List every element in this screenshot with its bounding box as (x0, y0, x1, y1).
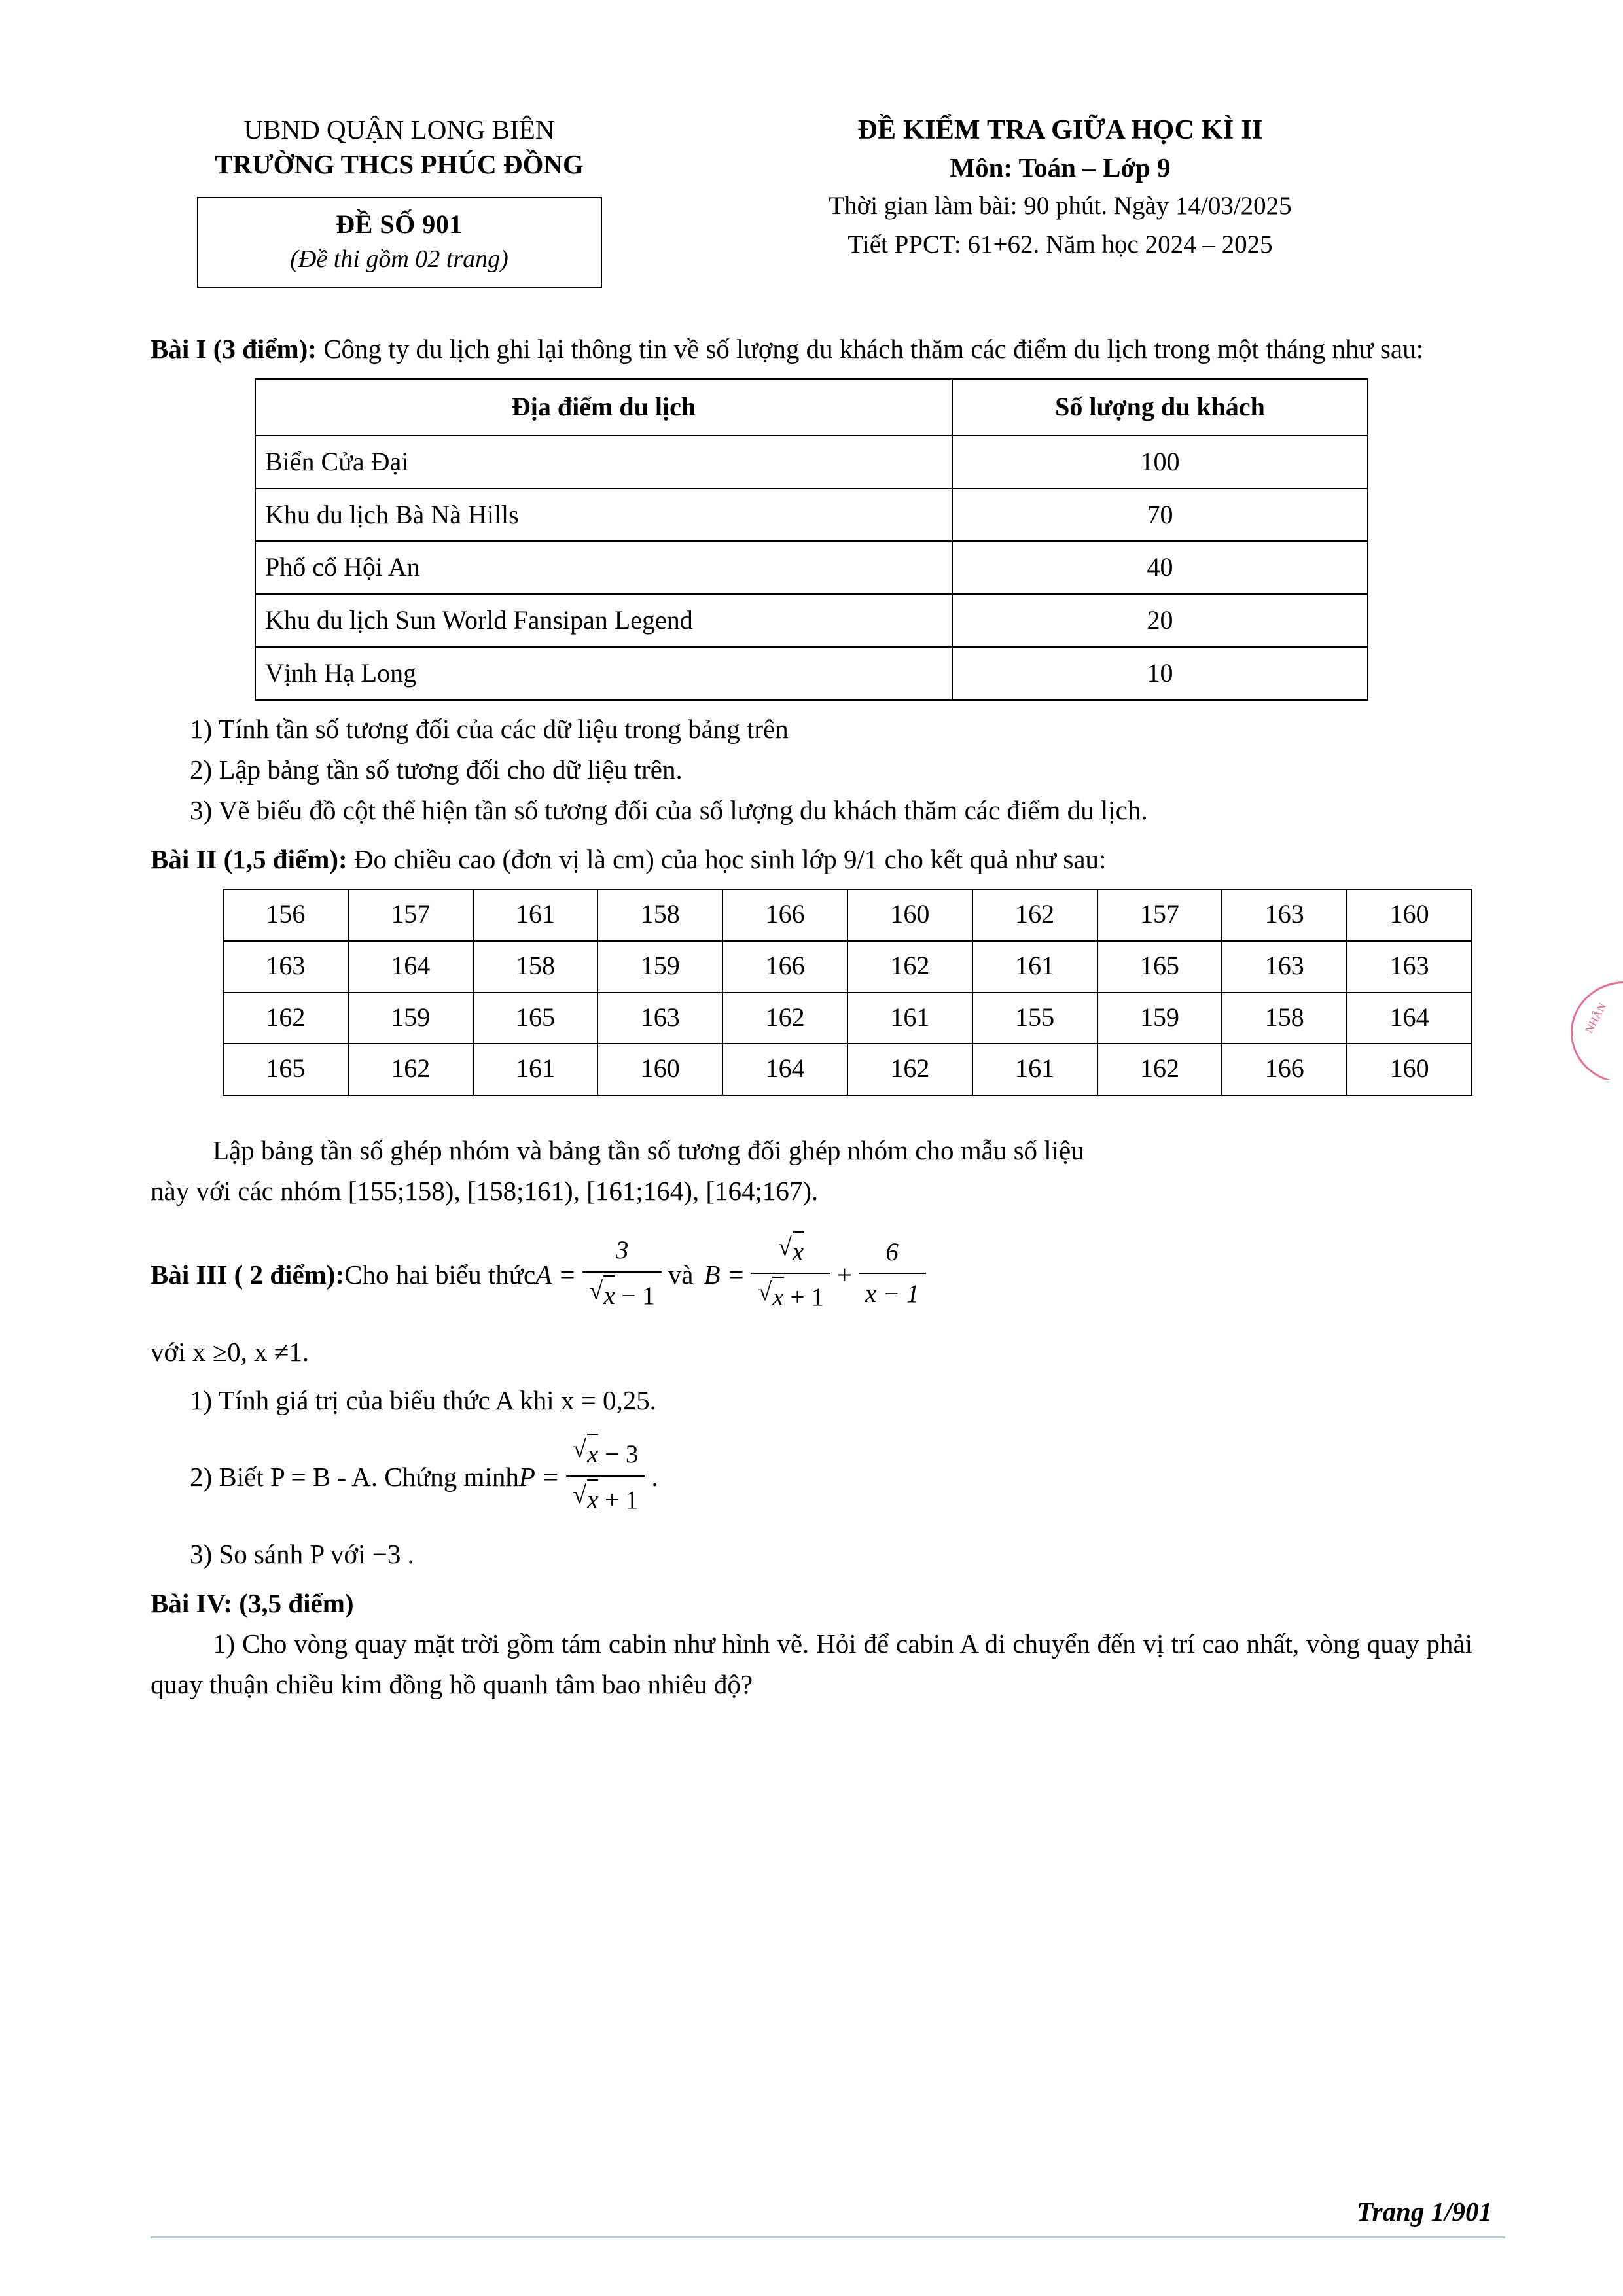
expr-B1-numerator (772, 1230, 810, 1273)
expr-A-fraction (582, 1231, 661, 1315)
cell-height: 162 (223, 993, 348, 1044)
sqrt-radicand: x (603, 1275, 615, 1316)
bai3-statement (151, 1231, 1472, 1318)
cell-place: Khu du lịch Sun World Fansipan Legend (255, 594, 952, 647)
cell-height: 160 (1347, 889, 1472, 941)
bai2-statement (151, 839, 1472, 879)
cell-height: 159 (348, 993, 473, 1044)
table-row (255, 647, 1368, 700)
expr-B2-numerator: 6 (885, 1237, 899, 1266)
cell-height: 162 (972, 889, 1097, 941)
bai2-label: Bài II (1,5 điểm): (151, 843, 348, 874)
document-body (151, 328, 1472, 1705)
bai3-question-2 (151, 1434, 1472, 1521)
cell-height: 158 (1222, 993, 1347, 1044)
exam-code: ĐỀ SỐ 901 (336, 209, 463, 239)
cell-height: 163 (1347, 941, 1472, 993)
cell-height: 157 (348, 889, 473, 941)
bai1-statement (151, 328, 1472, 369)
cell-height: 162 (722, 993, 847, 1044)
expr-B1-den-rest: + 1 (783, 1283, 824, 1312)
plus-sign: + (836, 1259, 852, 1290)
page-footer (151, 2196, 1505, 2238)
sqrt-icon (573, 1478, 598, 1520)
cell-height: 157 (1097, 889, 1222, 941)
bai2-task-line2 (151, 1171, 1472, 1211)
cell-count: 40 (952, 541, 1368, 594)
expr-A-den-rest: − 1 (615, 1281, 655, 1310)
bai1-intro: Công ty du lịch ghi lại thông tin về số lượng du khách thăm các điểm du lịch trong một tháng như sau: (316, 333, 1424, 364)
cell-height: 161 (972, 941, 1097, 993)
cell-height: 161 (847, 993, 972, 1044)
cell-height: 163 (597, 993, 722, 1044)
table-header-row (255, 379, 1368, 436)
header-left-block (151, 98, 648, 288)
conjunction-va: và (668, 1259, 694, 1290)
cell-place: Vịnh Hạ Long (255, 647, 952, 700)
sqrt-radicand: x (793, 1231, 804, 1272)
cell-height: 165 (1097, 941, 1222, 993)
cell-height: 165 (223, 1044, 348, 1095)
table-row (255, 541, 1368, 594)
sqrt-icon (778, 1230, 804, 1272)
cell-height: 160 (847, 889, 972, 941)
cell-height: 165 (473, 993, 598, 1044)
cell-height: 161 (473, 889, 598, 941)
cell-height: 166 (722, 889, 847, 941)
cell-height: 160 (597, 1044, 722, 1095)
bai2-intro: Đo chiều cao (đơn vị là cm) của học sinh lớp 9/1 cho kết quả như sau: (347, 843, 1107, 874)
table-row (223, 993, 1472, 1044)
bai1-question-1: 1) Tính tần số tương đối của các dữ liệu trong bảng trên (190, 713, 789, 744)
cell-height: 158 (473, 941, 598, 993)
seal-stamp (1571, 981, 1623, 1080)
bai4-label (151, 1583, 1472, 1623)
expr-B-fraction-1 (751, 1230, 830, 1317)
expr-P-num-rest: − 3 (598, 1440, 639, 1469)
exam-duration-date: Thời gian làm bài: 90 phút. Ngày 14/03/2025 (829, 192, 1292, 221)
page-number: Trang 1/901 (1357, 2197, 1492, 2227)
bai3-intro: Cho hai biểu thức (344, 1259, 536, 1290)
cell-height: 159 (1097, 993, 1222, 1044)
cell-count: 70 (952, 489, 1368, 542)
sqrt-radicand: x (587, 1479, 598, 1520)
exam-page-count-note: (Đề thi gồm 02 trang) (290, 245, 508, 273)
bai3-label: Bài III ( 2 điểm): (151, 1259, 345, 1290)
bai4-label-text: Bài IV: (3,5 điểm) (151, 1587, 354, 1618)
bai2-task-prefix: này với các nhóm (151, 1176, 348, 1207)
expr-B1-denominator (751, 1273, 830, 1317)
cell-height: 163 (223, 941, 348, 993)
expr-B2-denominator: x − 1 (859, 1273, 926, 1314)
footer-divider (151, 2236, 1505, 2238)
col-header-place: Địa điểm du lịch (255, 379, 952, 436)
height-data-table (223, 889, 1472, 1096)
cell-height: 155 (972, 993, 1097, 1044)
cell-count: 100 (952, 436, 1368, 489)
table-row (223, 1044, 1472, 1095)
cell-height: 164 (1347, 993, 1472, 1044)
school-name: TRƯỜNG THCS PHÚC ĐỒNG (215, 149, 584, 180)
cell-height: 163 (1222, 889, 1347, 941)
exam-ppct-year: Tiết PPCT: 61+62. Năm học 2024 – 2025 (847, 230, 1273, 258)
expr-A-label: A = (535, 1259, 577, 1290)
expr-P-fraction (566, 1432, 645, 1519)
cell-height: 162 (847, 1044, 972, 1095)
cell-height: 156 (223, 889, 348, 941)
cell-height: 162 (1097, 1044, 1222, 1095)
exam-subject: Môn: Toán – Lớp 9 (950, 152, 1171, 183)
header-right-block (648, 98, 1472, 264)
table-row (255, 594, 1368, 647)
sqrt-icon (758, 1275, 783, 1317)
sqrt-radicand: x (772, 1277, 783, 1317)
bai1-question-2: 2) Lập bảng tần số tương đối cho dữ liệu trên. (190, 754, 683, 785)
bai3-q2-prefix: 2) Biết P = B - A. Chứng minh (190, 1462, 519, 1492)
bai2-task-line1: Lập bảng tần số ghép nhóm và bảng tần số tương đối ghép nhóm cho mẫu số liệu (213, 1135, 1084, 1166)
cell-height: 162 (348, 1044, 473, 1095)
expr-P-den-rest: + 1 (598, 1485, 639, 1514)
bai1-question-3: 3) Vẽ biểu đồ cột thể hiện tần số tương đối của số lượng du khách thăm các điểm du lịch. (190, 795, 1148, 826)
table-row (223, 941, 1472, 993)
expr-A-denominator (582, 1271, 661, 1316)
cell-count: 10 (952, 647, 1368, 700)
table-row (255, 436, 1368, 489)
cell-place: Phố cổ Hội An (255, 541, 952, 594)
cell-height: 166 (722, 941, 847, 993)
table-row (255, 489, 1368, 542)
expr-P-numerator (566, 1432, 645, 1475)
cell-height: 164 (348, 941, 473, 993)
bai2-groups: [155;158), [158;161), [161;164), [164;167). (348, 1176, 819, 1207)
sqrt-icon (573, 1432, 598, 1474)
document-header (151, 98, 1472, 288)
bai3-q2-period: . (651, 1462, 658, 1492)
bai3-question-1: 1) Tính giá trị của biểu thức A khi x = 0,25. (190, 1385, 657, 1416)
bai1-label: Bài I (3 điểm): (151, 333, 317, 364)
exam-title: ĐỀ KIỂM TRA GIỮA HỌC KÌ II (857, 115, 1263, 145)
bai4-question-1: 1) Cho vòng quay mặt trời gồm tám cabin như hình vẽ. Hỏi để cabin A di chuyển đến vị trí cao nhất, vòng quay phải quay thuận chiều kim đồng hồ quanh tâm bao nhiêu độ? (151, 1629, 1472, 1700)
table-row (223, 889, 1472, 941)
col-header-count: Số lượng du khách (952, 379, 1368, 436)
cell-place: Khu du lịch Bà Nà Hills (255, 489, 952, 542)
cell-height: 162 (847, 941, 972, 993)
cell-height: 161 (972, 1044, 1097, 1095)
issuer-authority: UBND QUẬN LONG BIÊN (243, 115, 555, 145)
exam-code-box (197, 197, 602, 288)
tourist-table (255, 378, 1368, 701)
expr-A-numerator: 3 (615, 1236, 629, 1265)
expr-P-denominator (566, 1475, 645, 1520)
cell-height: 166 (1222, 1044, 1347, 1095)
expr-B-label: B = (704, 1259, 745, 1290)
cell-height: 159 (597, 941, 722, 993)
cell-place: Biển Cửa Đại (255, 436, 952, 489)
sqrt-radicand: x (587, 1434, 598, 1474)
seal-text: NHÂN (1582, 1000, 1609, 1035)
cell-height: 158 (597, 889, 722, 941)
bai3-question-3: 3) So sánh P với −3 . (190, 1539, 414, 1570)
sqrt-icon (589, 1274, 615, 1316)
seal-circle (1571, 981, 1623, 1080)
cell-height: 161 (473, 1044, 598, 1095)
expr-B-fraction-2 (859, 1233, 926, 1314)
cell-height: 160 (1347, 1044, 1472, 1095)
cell-height: 164 (722, 1044, 847, 1095)
expr-P-label: P = (518, 1462, 560, 1492)
bai3-condition: với x ≥0, x ≠1. (151, 1336, 310, 1367)
cell-height: 163 (1222, 941, 1347, 993)
cell-count: 20 (952, 594, 1368, 647)
